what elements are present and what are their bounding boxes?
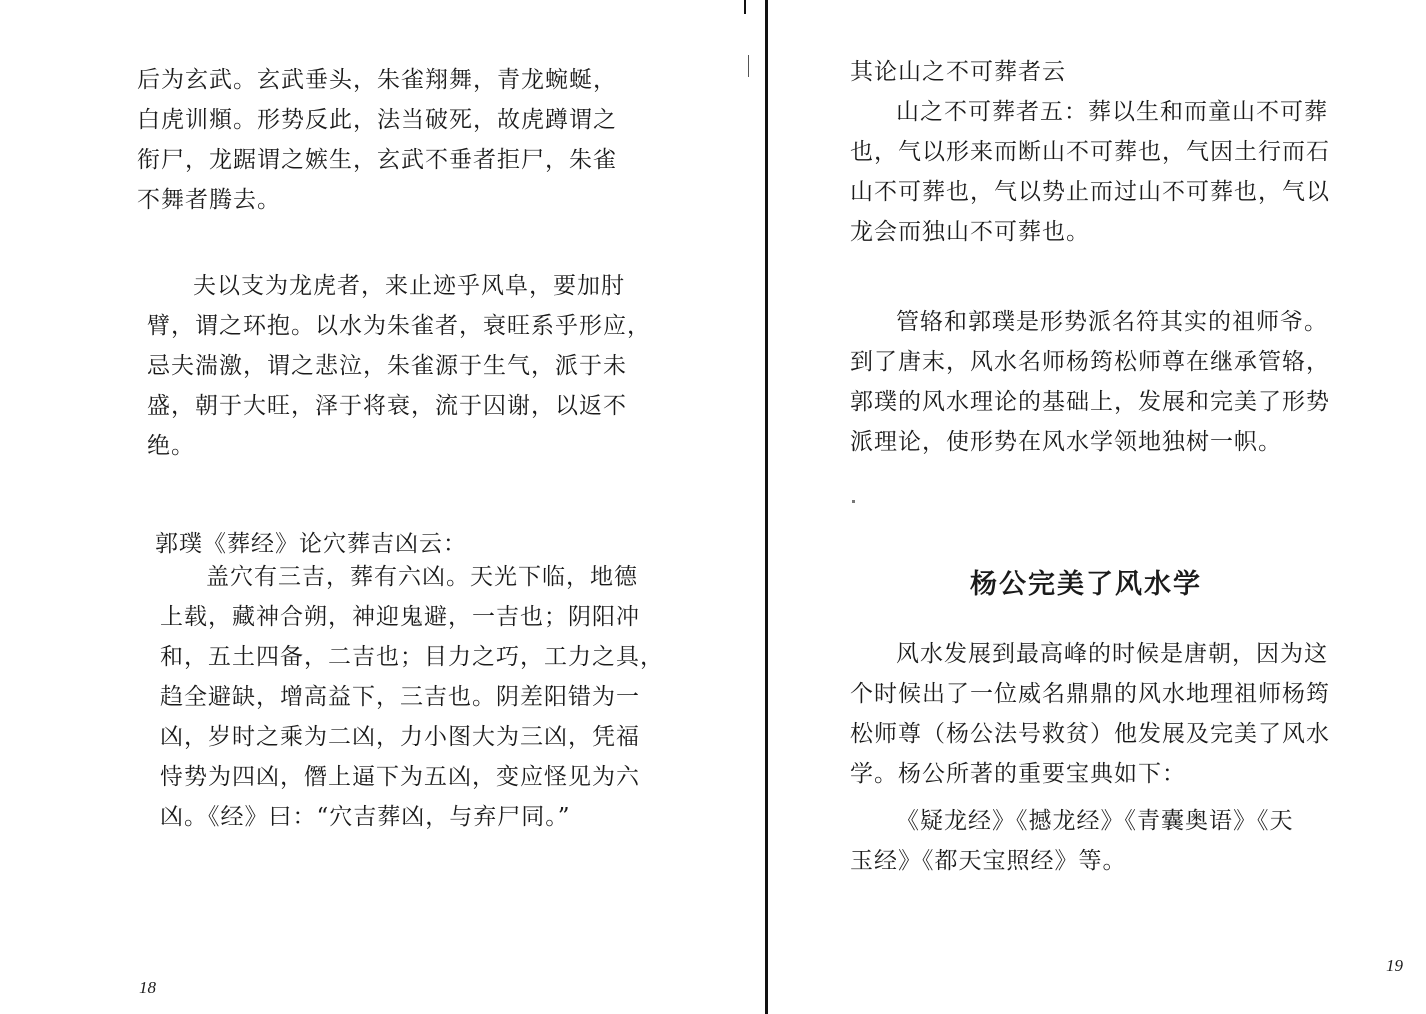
text-line: 凶，岁时之乘为二凶，力小图大为三凶，凭福 xyxy=(160,724,640,750)
left-paragraph-2 xyxy=(147,266,651,466)
text-line: 管辂和郭璞是形势派名符其实的祖师爷。 xyxy=(896,309,1328,335)
left-paragraph-3 xyxy=(160,557,664,837)
text-line: 绝。 xyxy=(147,433,195,459)
text-line: 郭璞的风水理论的基础上，发展和完美了形势 xyxy=(850,389,1330,415)
text-line: 臂，谓之环抱。以水为朱雀者，衰旺系乎形应， xyxy=(147,313,651,339)
text-line: 派理论，使形势在风水学领地独树一帜。 xyxy=(850,429,1282,455)
scan-speck xyxy=(852,500,855,503)
text-line: 郭璞《葬经》论穴葬吉凶云： xyxy=(155,531,467,557)
text-line: 上载，藏神合朔，神迎鬼避，一吉也；阴阳冲 xyxy=(160,604,640,630)
text-line: 《疑龙经》《撼龙经》《青囊奥语》《天 xyxy=(896,808,1294,834)
page-number-left: 18 xyxy=(139,978,156,997)
text-line: 其论山之不可葬者云 xyxy=(850,59,1066,85)
section-title: 杨公完美了风水学 xyxy=(970,569,1202,600)
right-paragraph-4 xyxy=(850,801,1294,881)
text-line: 忌夫湍激，谓之悲泣，朱雀源于生气，派于未 xyxy=(147,353,627,379)
text-line: 盛，朝于大旺，泽于将衰，流于囚谢，以返不 xyxy=(147,393,627,419)
text-line: 凶。《经》曰：“穴吉葬凶，与弃尸同。” xyxy=(160,804,571,830)
text-line: 盖穴有三吉，葬有六凶。天光下临，地德 xyxy=(206,564,638,590)
gutter-tick xyxy=(744,0,746,14)
text-line: 个时候出了一位威名鼎鼎的风水地理祖师杨筠 xyxy=(850,681,1330,707)
text-line: 风水发展到最高峰的时候是唐朝，因为这 xyxy=(896,641,1328,667)
text-line: 趋全避缺，增高益下，三吉也。阴差阳错为一 xyxy=(160,684,640,710)
right-heading-line xyxy=(850,52,1066,92)
gutter-mark xyxy=(748,55,749,77)
text-line: 白虎训頫。形势反此，法当破死，故虎蹲谓之 xyxy=(137,107,617,133)
text-line: 夫以支为龙虎者，来止迹乎风阜，要加肘 xyxy=(193,273,625,299)
text-line: 山不可葬也，气以势止而过山不可葬也，气以 xyxy=(850,179,1330,205)
text-line: 学。杨公所著的重要宝典如下： xyxy=(850,761,1186,787)
text-line: 不舞者腾去。 xyxy=(137,187,281,213)
right-paragraph-3 xyxy=(850,634,1330,794)
text-line: 玉经》《都天宝照经》等。 xyxy=(850,848,1127,874)
text-line: 后为玄武。玄武垂头，朱雀翔舞，青龙蜿蜒， xyxy=(137,67,617,93)
right-paragraph-1 xyxy=(850,92,1330,252)
text-line: 龙会而独山不可葬也。 xyxy=(850,219,1090,245)
page-number-right: 19 xyxy=(1386,956,1403,975)
left-paragraph-1 xyxy=(137,60,617,220)
text-line: 松师尊（杨公法号救贫）他发展及完美了风水 xyxy=(850,721,1330,747)
text-line: 恃势为四凶，僭上逼下为五凶，变应怪见为六 xyxy=(160,764,640,790)
text-line: 也，气以形来而断山不可葬也，气因土行而石 xyxy=(850,139,1330,165)
text-line: 到了唐末，风水名师杨筠松师尊在继承管辂， xyxy=(850,349,1330,375)
text-line: 衔尸，龙踞谓之嫉生，玄武不垂者拒尸，朱雀 xyxy=(137,147,617,173)
book-gutter xyxy=(765,0,768,1014)
text-line: 和，五土四备，二吉也；目力之巧，工力之具， xyxy=(160,644,664,670)
right-paragraph-2 xyxy=(850,302,1330,462)
text-line: 山之不可葬者五：葬以生和而童山不可葬 xyxy=(896,99,1328,125)
